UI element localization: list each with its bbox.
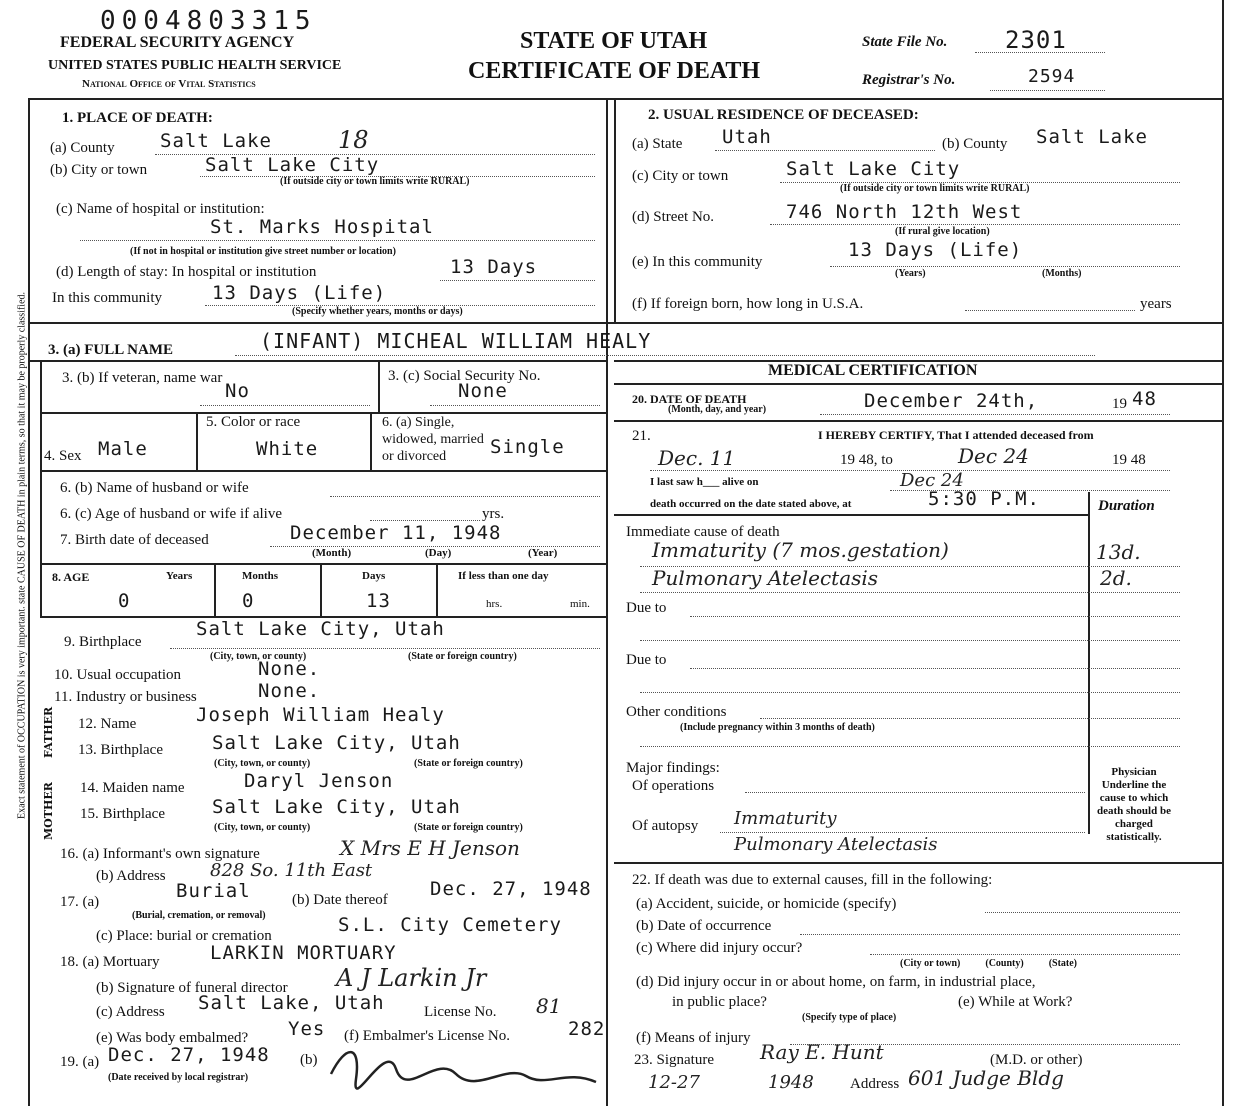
burial-note: (Burial, cremation, or removal) xyxy=(132,910,266,921)
residence-city-label: (c) City or town xyxy=(632,168,729,184)
state-file-number: 2301 xyxy=(1005,26,1067,54)
dod-label: 20. DATE OF DEATH xyxy=(632,392,747,406)
state-title: STATE OF UTAH xyxy=(520,28,708,54)
autopsy-label: Of autopsy xyxy=(632,818,699,834)
informant-address: 828 So. 11th East xyxy=(210,860,373,881)
dod: December 24th, xyxy=(864,390,1039,412)
external-c: (c) Where did injury occur? xyxy=(636,940,803,956)
age-months: 0 xyxy=(242,590,255,612)
full-name: (INFANT) MICHEAL WILLIAM HEALY xyxy=(260,329,652,353)
full-name-label: 3. (a) FULL NAME xyxy=(48,342,173,358)
residence-community: 13 Days (Life) xyxy=(848,239,1023,261)
residence-city-note: (If outside city or town limits write RURAL) xyxy=(840,183,1030,194)
residence-state-label: (a) State xyxy=(632,136,683,152)
place-heading: 1. PLACE OF DEATH: xyxy=(62,110,213,126)
birth-year-note: (Year) xyxy=(528,547,558,559)
secondary-cause: Pulmonary Atelectasis xyxy=(652,566,879,590)
place-community: 13 Days (Life) xyxy=(212,282,387,304)
burial-place: S.L. City Cemetery xyxy=(338,914,562,936)
attended-to: Dec 24 xyxy=(958,444,1029,468)
ss-label: 3. (c) Social Security No. xyxy=(388,368,541,384)
mother-side-label: MOTHER xyxy=(42,782,55,840)
major-findings-label: Major findings: xyxy=(626,760,720,776)
age-min: min. xyxy=(570,598,590,610)
residence-foreign-label: (f) If foreign born, how long in U.S.A. xyxy=(632,296,864,312)
signature-address-label: Address xyxy=(850,1076,900,1092)
place-city: Salt Lake City xyxy=(205,154,380,176)
birth-date: December 11, 1948 xyxy=(290,522,502,544)
external-d-note: (Specify type of place) xyxy=(802,1012,897,1023)
mother-birthplace-label: 15. Birthplace xyxy=(80,806,165,822)
signature-address: 601 Judge Bldg xyxy=(908,1066,1064,1090)
immediate-cause: Immaturity (7 mos.gestation) xyxy=(652,538,949,562)
residence-years-label: (Years) xyxy=(895,268,926,279)
father-name: Joseph William Healy xyxy=(196,704,445,726)
immediate-duration: 13d. xyxy=(1096,540,1141,564)
place-city-label: (b) City or town xyxy=(50,162,148,178)
place-stay: 13 Days xyxy=(450,256,538,278)
funeral-address: Salt Lake, Utah xyxy=(198,992,385,1014)
age-years: 0 xyxy=(118,590,131,612)
residence-street: 746 North 12th West xyxy=(786,201,1023,223)
embalmed: Yes xyxy=(288,1018,326,1040)
death-time-label: death occurred on the date stated above, at xyxy=(650,498,852,510)
dod-year-prefix: 19 xyxy=(1112,396,1127,412)
occupation: None. xyxy=(258,658,321,680)
occupation-label: 10. Usual occupation xyxy=(54,667,182,683)
informant-signature: X Mrs E H Jenson xyxy=(340,836,520,860)
birth-month-note: (Month) xyxy=(312,547,352,559)
spouse-label: 6. (b) Name of husband or wife xyxy=(60,480,249,496)
burial-place-label: (c) Place: burial or cremation xyxy=(96,928,272,944)
license-number: 81 xyxy=(536,994,562,1018)
birthplace-label: 9. Birthplace xyxy=(64,634,142,650)
registrar-label: Registrar's No. xyxy=(862,72,956,88)
residence-state: Utah xyxy=(722,126,772,148)
due-to-1: Due to xyxy=(626,600,667,616)
external-ccs-note: (City or town) (County) (State) xyxy=(900,958,1078,969)
place-stay-label: (d) Length of stay: In hospital or institution xyxy=(56,264,317,280)
physician-note: Physician Underline the cause to which death should be charged statistically. xyxy=(1097,766,1171,843)
burial-date-label: (b) Date thereof xyxy=(292,892,388,908)
residence-city: Salt Lake City xyxy=(786,158,961,180)
dod-note: (Month, day, and year) xyxy=(668,404,767,415)
signature-md: (M.D. or other) xyxy=(990,1052,1083,1068)
marital: Single xyxy=(490,436,565,458)
place-county-label: (a) County xyxy=(50,140,115,156)
veteran: No xyxy=(225,380,250,402)
mother-sfc-note: (State or foreign country) xyxy=(414,822,523,833)
father-side-label: FATHER xyxy=(42,706,55,758)
external-f: (f) Means of injury xyxy=(636,1030,751,1046)
item-21-label: 21. xyxy=(632,428,651,444)
mortuary-label: 18. (a) Mortuary xyxy=(60,954,160,970)
spouse-age-label: 6. (c) Age of husband or wife if alive xyxy=(60,506,283,522)
external-a: (a) Accident, suicide, or homicide (specify) xyxy=(636,896,897,912)
sex: Male xyxy=(98,438,148,460)
birthplace: Salt Lake City, Utah xyxy=(196,618,445,640)
birth-day-note: (Day) xyxy=(425,547,452,559)
checkmark: 18 xyxy=(338,126,369,154)
signature-date: 12-27 xyxy=(648,1072,700,1093)
dod-year: 48 xyxy=(1132,388,1157,410)
embalmer-license: 282 xyxy=(568,1018,606,1040)
age-lt-day-label: If less than one day xyxy=(458,570,549,582)
birthplace-sfc-note: (State or foreign country) xyxy=(408,651,517,662)
external-e: (e) While at Work? xyxy=(958,994,1073,1010)
mother-ctc-note: (City, town, or county) xyxy=(214,822,311,833)
color-label: 5. Color or race xyxy=(206,414,301,430)
place-hospital-note: (If not in hospital or institution give street number or location) xyxy=(130,246,396,257)
last-saw-date: Dec 24 xyxy=(900,470,964,491)
last-saw-label: I last saw h___ alive on xyxy=(650,476,759,488)
immediate-cause-label: Immediate cause of death xyxy=(626,524,780,540)
father-sfc-note: (State or foreign country) xyxy=(414,758,523,769)
age-hrs: hrs. xyxy=(486,598,503,610)
death-time: 5:30 P.M. xyxy=(928,488,1040,510)
residence-county: Salt Lake xyxy=(1036,126,1148,148)
certificate-stamp-number: 0004803315 xyxy=(100,6,317,36)
informant-signature-label: 16. (a) Informant's own signature xyxy=(60,846,260,862)
secondary-duration: 2d. xyxy=(1100,566,1132,590)
state-file-label: State File No. xyxy=(862,34,948,50)
residence-heading: 2. USUAL RESIDENCE OF DECEASED: xyxy=(648,107,919,123)
ss-number: None xyxy=(458,380,508,402)
age-months-label: Months xyxy=(242,570,279,582)
father-birthplace: Salt Lake City, Utah xyxy=(212,732,461,754)
residence-county-label: (b) County xyxy=(942,136,1008,152)
residence-street-label: (d) Street No. xyxy=(632,209,715,225)
age-label: 8. AGE xyxy=(52,570,90,584)
duration-label: Duration xyxy=(1098,498,1155,514)
external-d: (d) Did injury occur in or about home, on farm, in industrial place, xyxy=(636,974,1036,990)
office-name: National Office of Vital Statistics xyxy=(82,78,256,90)
medical-heading: MEDICAL CERTIFICATION xyxy=(768,362,978,379)
father-ctc-note: (City, town, or county) xyxy=(214,758,311,769)
license-label: License No. xyxy=(424,1004,497,1020)
physician-signature: Ray E. Hunt xyxy=(760,1040,884,1064)
registrar-signature xyxy=(326,1034,606,1094)
mother-name: Daryl Jenson xyxy=(244,770,394,792)
place-county: Salt Lake xyxy=(160,130,272,152)
registrar-signature-label: (b) xyxy=(300,1052,318,1068)
age-years-label: Years xyxy=(166,570,193,582)
burial: Burial xyxy=(176,880,251,902)
received-note: (Date received by local registrar) xyxy=(108,1072,249,1083)
industry: None. xyxy=(258,680,321,702)
mortuary: LARKIN MORTUARY xyxy=(210,942,397,964)
veteran-label: 3. (b) If veteran, name war xyxy=(62,370,223,386)
autopsy-finding-2: Pulmonary Atelectasis xyxy=(734,834,938,855)
funeral-address-label: (c) Address xyxy=(96,1004,165,1020)
other-conditions-label: Other conditions xyxy=(626,704,727,720)
age-days-label: Days xyxy=(362,570,386,582)
embalmed-label: (e) Was body embalmed? xyxy=(96,1030,249,1046)
place-stay-note: (Specify whether years, months or days) xyxy=(292,306,463,317)
place-community-label: In this community xyxy=(52,290,162,306)
burial-date: Dec. 27, 1948 xyxy=(430,878,592,900)
burial-label: 17. (a) xyxy=(60,894,100,910)
sex-label: 4. Sex xyxy=(44,448,82,464)
residence-community-label: (e) In this community xyxy=(632,254,763,270)
external-d2: in public place? xyxy=(672,994,767,1010)
signature-label: 23. Signature xyxy=(634,1052,714,1068)
color: White xyxy=(256,438,319,460)
external-b: (b) Date of occurrence xyxy=(636,918,772,934)
signature-year: 1948 xyxy=(768,1072,814,1093)
marital-label: 6. (a) Single, widowed, married or divorced xyxy=(382,415,484,464)
autopsy-finding: Immaturity xyxy=(734,808,837,829)
due-to-2: Due to xyxy=(626,652,667,668)
birthplace-ctc-note: (City, town, or county) xyxy=(210,651,307,662)
father-birthplace-label: 13. Birthplace xyxy=(78,742,163,758)
received-date: Dec. 27, 1948 xyxy=(108,1044,270,1066)
certify-text: I HEREBY CERTIFY, That I attended deceased from xyxy=(818,428,1094,442)
agency-name: FEDERAL SECURITY AGENCY xyxy=(60,34,295,51)
place-hospital-label: (c) Name of hospital or institution: xyxy=(56,201,265,217)
mother-birthplace: Salt Lake City, Utah xyxy=(212,796,461,818)
industry-label: 11. Industry or business xyxy=(54,689,197,705)
from-year: 19 48, to xyxy=(840,452,893,468)
service-name: UNITED STATES PUBLIC HEALTH SERVICE xyxy=(48,58,342,73)
external-heading: 22. If death was due to external causes, fill in the following: xyxy=(632,872,993,888)
funeral-director-label: (b) Signature of funeral director xyxy=(96,980,288,996)
attended-from: Dec. 11 xyxy=(658,446,736,470)
funeral-director-signature: A J Larkin Jr xyxy=(336,964,487,992)
document-title: CERTIFICATE OF DEATH xyxy=(468,58,761,84)
father-name-label: 12. Name xyxy=(78,716,137,732)
mother-name-label: 14. Maiden name xyxy=(80,780,185,796)
residence-foreign-years: years xyxy=(1140,296,1172,312)
informant-address-label: (b) Address xyxy=(96,868,166,884)
residence-street-note: (If rural give location) xyxy=(895,226,990,237)
side-note: Exact statement of OCCUPATION is very important. state CAUSE OF DEATH in plain terms, so that it may be properly classified. xyxy=(16,291,28,820)
received-label: 19. (a) xyxy=(60,1054,100,1070)
place-hospital: St. Marks Hospital xyxy=(210,216,434,238)
operations-label: Of operations xyxy=(632,778,715,794)
spouse-age-yrs: yrs. xyxy=(482,506,505,522)
embalmer-license-label: (f) Embalmer's License No. xyxy=(344,1028,510,1044)
residence-months-label: (Months) xyxy=(1042,268,1082,279)
other-conditions-note: (Include pregnancy within 3 months of death) xyxy=(680,722,875,733)
to-year: 19 48 xyxy=(1112,452,1146,468)
registrar-number: 2594 xyxy=(1028,66,1076,87)
birth-label: 7. Birth date of deceased xyxy=(60,532,209,548)
age-days: 13 xyxy=(366,590,391,612)
place-city-note: (If outside city or town limits write RURAL) xyxy=(280,176,470,187)
